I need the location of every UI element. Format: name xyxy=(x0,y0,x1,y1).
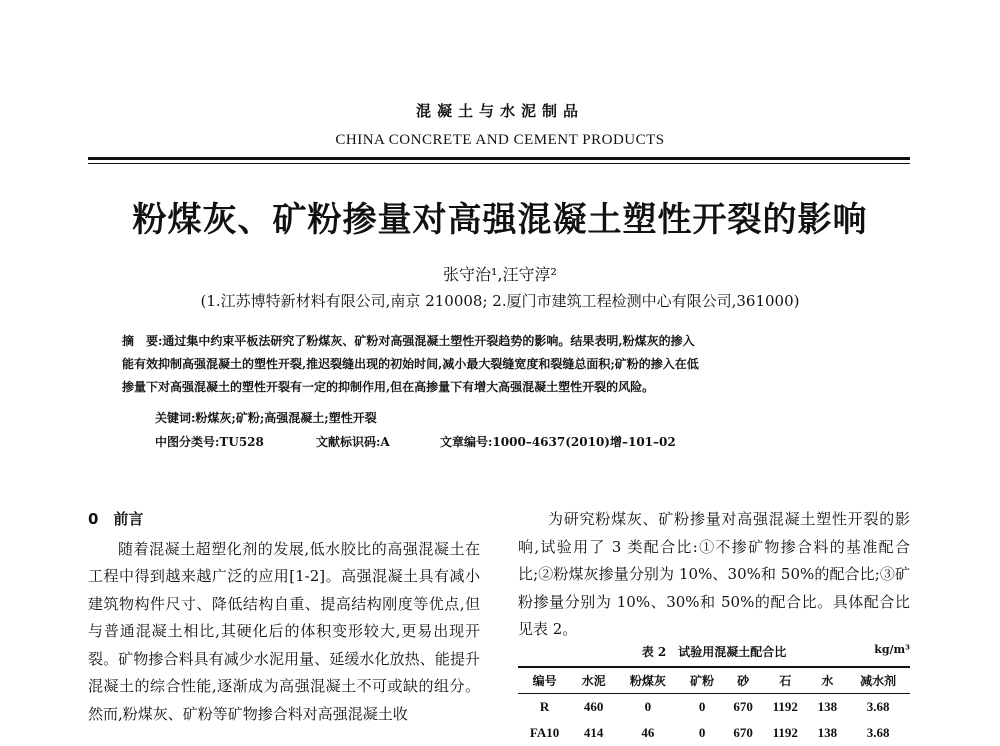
table-cell: 0 xyxy=(698,725,706,740)
abstract-line: 掺量下对高强混凝土的塑性开裂有一定的抑制作用,但在高掺量下有增大高强混凝土塑性开裂的风险。 xyxy=(122,380,655,394)
table-header-cell: 编号 xyxy=(518,667,571,694)
table-unit: kg/m³ xyxy=(874,643,910,656)
left-column xyxy=(88,506,480,728)
mix-proportion-table xyxy=(518,666,910,746)
header-rule-thin xyxy=(88,163,910,164)
table-cell: 3.68 xyxy=(866,725,890,740)
table-row xyxy=(518,720,910,746)
table-cell: 1192 xyxy=(772,699,798,714)
table-header-cell: 减水剂 xyxy=(846,667,910,694)
table-header-row xyxy=(518,667,910,694)
journal-name-en: CHINA CONCRETE AND CEMENT PRODUCTS xyxy=(335,132,665,148)
table-cell: 0 xyxy=(644,699,652,714)
table-cell: 3.68 xyxy=(866,699,890,714)
table-cell: 46 xyxy=(641,725,655,740)
article-affiliations: (1.江苏博特新材料有限公司,南京 210008; 2.厦门市建筑工程检测中心有限公司,361000) xyxy=(200,292,800,310)
right-column xyxy=(518,506,910,644)
section-heading: 0 前言 xyxy=(88,510,144,528)
table-header-cell: 水 xyxy=(809,667,846,694)
table-header-cell: 矿粉 xyxy=(680,667,725,694)
header-rule-thick xyxy=(88,157,910,160)
table-cell: 1192 xyxy=(772,725,798,740)
keywords: 关键词:粉煤灰;矿粉;高强混凝土;塑性开裂 xyxy=(155,411,377,425)
clc-number: 中图分类号:TU528 xyxy=(155,435,264,449)
article-number: 文章编号:1000–4637(2010)增–101–02 xyxy=(440,435,676,449)
table-cell: R xyxy=(539,699,550,714)
table-cell: 138 xyxy=(817,725,838,740)
intro-paragraph: 随着混凝土超塑化剂的发展,低水胶比的高强混凝土在工程中得到越来越广泛的应用[1-2]。高强混凝土具有减小建筑物构件尺寸、降低结构自重、提高结构刚度等优点,但与普通混凝土相比,其硬化后的体积变形较大,更易出现开裂。矿物掺合料具有减少水泥用量、延缓水化放热、能提升混凝土的综合性能,逐渐成为高强混凝土不可或缺的组分。然而,粉煤灰、矿粉等矿物掺合料对高强混凝土收 xyxy=(88,539,480,723)
method-paragraph: 为研究粉煤灰、矿粉掺量对高强混凝土塑性开裂的影响,试验用了 3 类配合比:①不掺矿物掺合料的基准配合比;②粉煤灰掺量分别为 10%、30%和 50%的配合比;③矿粉掺量分别为 10%、30%和 50%的配合比。具体配合比见表 2。 xyxy=(518,510,910,638)
table-row xyxy=(518,694,910,721)
table-header-cell: 石 xyxy=(762,667,809,694)
table-caption: 表 2 试验用混凝土配合比 xyxy=(641,645,787,659)
table-header-cell: 砂 xyxy=(724,667,761,694)
table-cell: 414 xyxy=(583,725,604,740)
table-header-cell: 水泥 xyxy=(571,667,616,694)
table-header-cell: 粉煤灰 xyxy=(616,667,680,694)
table-cell: 670 xyxy=(733,699,753,714)
table-cell: 460 xyxy=(583,699,604,714)
abstract-line: 摘 要:通过集中约束平板法研究了粉煤灰、矿粉对高强混凝土塑性开裂趋势的影响。结果表明,粉煤灰的掺入 xyxy=(122,334,695,348)
table-cell: 670 xyxy=(733,725,753,740)
abstract xyxy=(122,330,872,399)
table-cell: FA10 xyxy=(529,725,560,740)
document-code: 文献标识码:A xyxy=(316,435,390,449)
article-title: 粉煤灰、矿粉掺量对高强混凝土塑性开裂的影响 xyxy=(132,200,868,240)
table-cell: 138 xyxy=(817,699,838,714)
table-cell: 0 xyxy=(698,699,706,714)
article-authors: 张守治¹,汪守淳² xyxy=(443,265,557,284)
abstract-line: 能有效抑制高强混凝土的塑性开裂,推迟裂缝出现的初始时间,减小最大裂缝宽度和裂缝总面积;矿粉的掺入在低 xyxy=(122,357,699,371)
journal-name-cn: 混凝土与水泥制品 xyxy=(415,102,584,120)
